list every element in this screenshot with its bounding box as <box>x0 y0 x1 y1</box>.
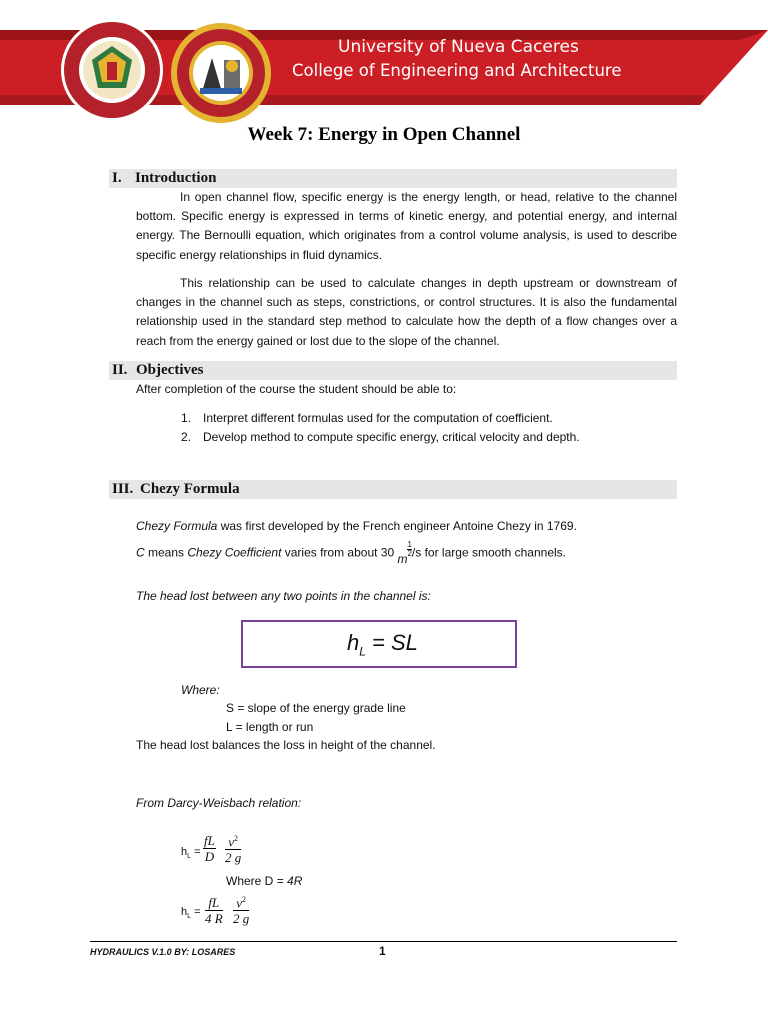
head-lost-balance: The head lost balances the loss in height of the channel. <box>136 738 436 752</box>
line-text: /s for large smooth channels. <box>411 545 566 560</box>
section-number: II. <box>112 362 128 378</box>
section-title: Objectives <box>136 362 204 378</box>
university-name: University of Nueva Caceres <box>338 37 579 57</box>
denominator: D <box>204 849 215 864</box>
exponent-fraction <box>407 541 411 558</box>
exponent: 2 <box>234 834 239 843</box>
numerator: fL <box>204 833 215 848</box>
section-title: Chezy Formula <box>140 481 240 497</box>
intro-paragraph-1 <box>136 188 677 265</box>
section-heading-objectives <box>109 361 677 380</box>
section-heading-chezy <box>109 480 677 499</box>
numerator: fL <box>205 895 223 911</box>
equals-sign: = <box>191 906 201 918</box>
darcy-weisbach-label: From Darcy-Weisbach relation: <box>136 796 302 810</box>
objectives-lead: After completion of the course the student should be able to: <box>136 382 457 396</box>
symbol-c: C <box>136 545 145 560</box>
page-number: 1 <box>379 944 386 958</box>
denominator: 2 g <box>233 911 250 927</box>
numerator <box>233 892 249 911</box>
fraction-v2-over-2g <box>225 831 241 865</box>
where-d-line <box>226 874 302 888</box>
intro-paragraph-2 <box>136 274 677 351</box>
section-number: I. <box>112 170 122 186</box>
fraction-fl-over-d <box>203 833 216 864</box>
exponent: 2 <box>242 895 247 904</box>
exponent-num: 1 <box>407 540 412 549</box>
d-equals-4r: = 4R <box>273 874 303 888</box>
page-title: Week 7: Energy in Open Channel <box>247 124 521 145</box>
formula1-lhs <box>181 846 201 860</box>
term-chezy-formula: Chezy Formula <box>136 519 218 533</box>
objective-number: 1. <box>181 411 192 425</box>
fraction-v2-over-2g <box>233 892 249 926</box>
paragraph-text: This relationship can be used to calculate changes in depth upstream or downstream of changes in the channel such as steps, constrictions, or control structures. It is also the fundamental relationship used in the standard step method to calculate how the depth of a flow changes over a reach from the energy gained or lost due to the slope of the channel. <box>136 276 677 348</box>
term-chezy-coefficient: Chezy Coefficient <box>187 545 282 560</box>
university-seal-icon <box>60 18 164 122</box>
formula-rest: = SL <box>365 630 418 655</box>
section-heading-introduction <box>109 169 677 188</box>
objective-item: Develop method to compute specific energy, critical velocity and depth. <box>203 430 580 444</box>
line-text: means <box>144 545 188 560</box>
head-loss-formula-box <box>241 620 517 668</box>
college-name: College of Engineering and Architecture <box>292 61 622 80</box>
denominator: 2 g <box>225 850 242 866</box>
footer-divider <box>90 941 677 942</box>
objective-item: Interpret different formulas used for the computation of coefficient. <box>203 411 553 425</box>
line-text: varies from about 30 <box>281 545 398 560</box>
unit-m: m <box>397 551 408 566</box>
footer-label: HYDRAULICS V.1.0 BY: LOSARES <box>90 947 236 957</box>
header-banner <box>0 0 768 130</box>
denominator: 4 R <box>205 911 223 926</box>
chezy-history-line <box>136 519 577 533</box>
line-text: was first developed by the French engineer Antoine Chezy in 1769. <box>217 519 577 533</box>
formula-subscript: L <box>187 853 192 861</box>
where-label: Where: <box>181 683 220 697</box>
exponent-den: 2 <box>407 549 412 558</box>
section-title: Introduction <box>135 170 217 186</box>
objective-number: 2. <box>181 430 192 444</box>
head-loss-formula <box>347 630 418 658</box>
formula-h: h <box>347 630 360 655</box>
numerator <box>225 831 241 850</box>
paragraph-text: In open channel flow, specific energy is the energy length, or head, relative to the channel bottom. Specific energy is expressed in terms of kinetic energy, and potential energy, and internal energy. The Bernoulli equation, which originates from a control volume analysis, is used to describe specific energy relationships in fluid dynamics. <box>136 190 677 262</box>
equals-sign: = <box>191 846 201 858</box>
formula-h: h <box>181 846 188 858</box>
section-number: III. <box>112 481 134 497</box>
line-text: Where D <box>226 874 274 888</box>
velocity-v: v <box>236 895 243 911</box>
formula-h: h <box>181 906 188 918</box>
s-definition: S = slope of the energy grade line <box>226 701 406 715</box>
formula-subscript: L <box>187 913 192 921</box>
formula-subscript: L <box>359 644 366 659</box>
velocity-v: v <box>228 834 235 850</box>
college-seal-icon <box>170 22 272 124</box>
formula2-lhs <box>181 906 201 920</box>
chezy-coefficient-line <box>136 540 566 566</box>
fraction-fl-over-4r <box>205 895 223 926</box>
head-lost-statement: The head lost between any two points in the channel is: <box>136 589 431 603</box>
l-definition: L = length or run <box>226 720 314 734</box>
